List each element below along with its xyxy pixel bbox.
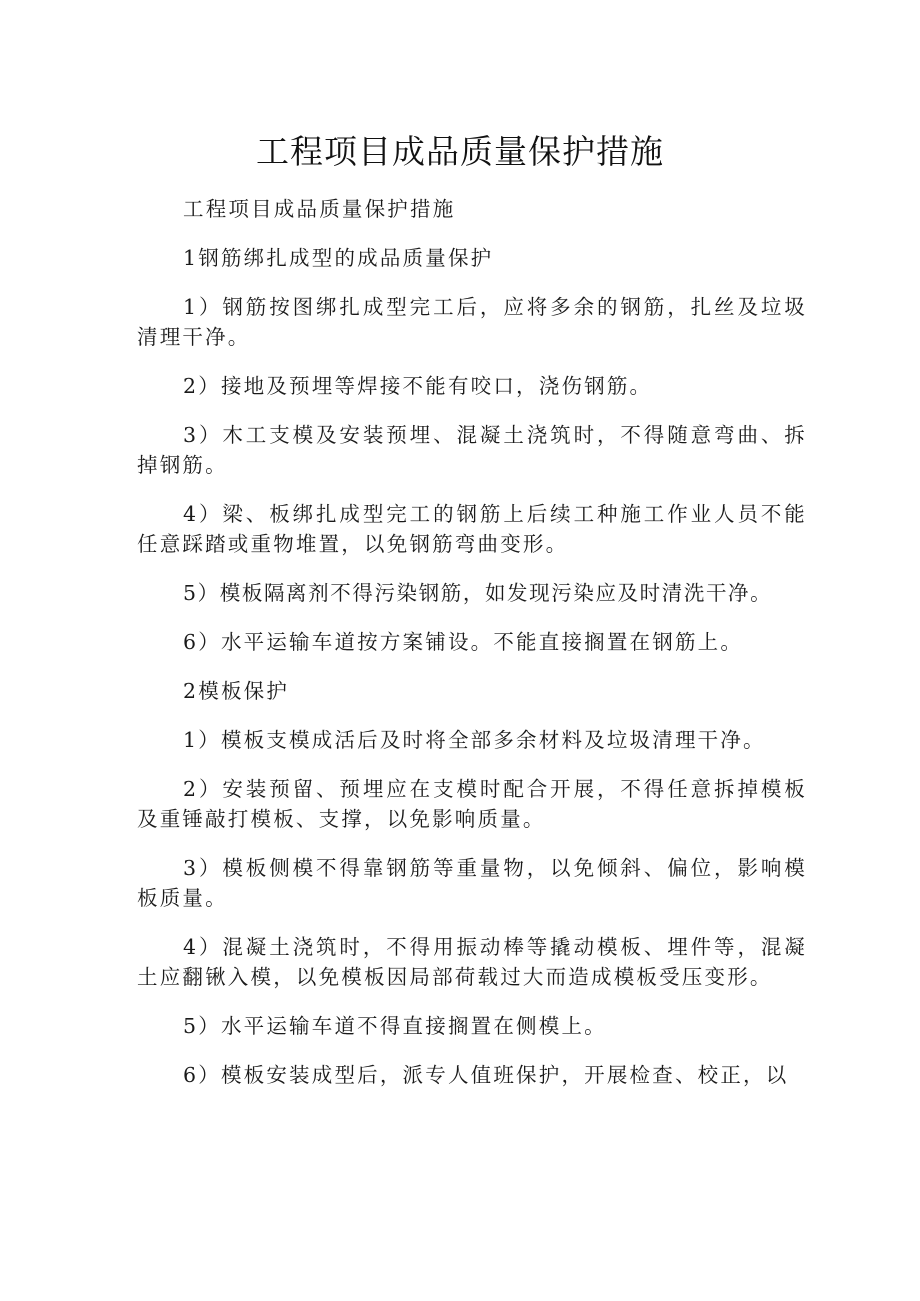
paragraph: 5）水平运输车道不得直接搁置在侧模上。 [183, 1014, 607, 1038]
section-heading-formwork: 2模板保护 [183, 679, 290, 703]
section-heading-rebar: 1钢筋绑扎成型的成品质量保护 [183, 246, 494, 270]
document-title: 工程项目成品质量保护措施 [256, 132, 664, 171]
paragraph: 5）模板隔离剂不得污染钢筋，如发现污染应及时清洗干净。 [183, 581, 773, 605]
paragraph: 1）钢筋按图绑扎成型完工后，应将多余的钢筋，扎丝及垃圾清理干净。 [137, 295, 807, 349]
paragraph: 3）模板侧模不得靠钢筋等重量物，以免倾斜、偏位，影响模板质量。 [137, 856, 807, 910]
paragraph-subtitle: 工程项目成品质量保护措施 [183, 197, 456, 221]
paragraph: 4）混凝土浇筑时，不得用振动棒等撬动模板、埋件等，混凝土应翻锹入模，以免模板因局部荷载过大而造成模板受压变形。 [137, 935, 807, 989]
paragraph: 2）接地及预埋等焊接不能有咬口，浇伤钢筋。 [183, 374, 653, 398]
paragraph: 4）梁、板绑扎成型完工的钢筋上后续工种施工作业人员不能任意踩踏或重物堆置，以免钢筋弯曲变形。 [137, 502, 807, 556]
paragraph: 3）木工支模及安装预埋、混凝土浇筑时，不得随意弯曲、拆掉钢筋。 [137, 423, 807, 477]
paragraph: 6）模板安装成型后，派专人值班保护，开展检查、校正，以 [183, 1063, 789, 1087]
paragraph: 1）模板支模成活后及时将全部多余材料及垃圾清理干净。 [183, 728, 766, 752]
paragraph: 6）水平运输车道按方案铺设。不能直接搁置在钢筋上。 [183, 630, 744, 654]
document-body [137, 194, 807, 1109]
paragraph: 2）安装预留、预埋应在支模时配合开展，不得任意拆掉模板及重锤敲打模板、支撑，以免影响质量。 [137, 777, 807, 831]
